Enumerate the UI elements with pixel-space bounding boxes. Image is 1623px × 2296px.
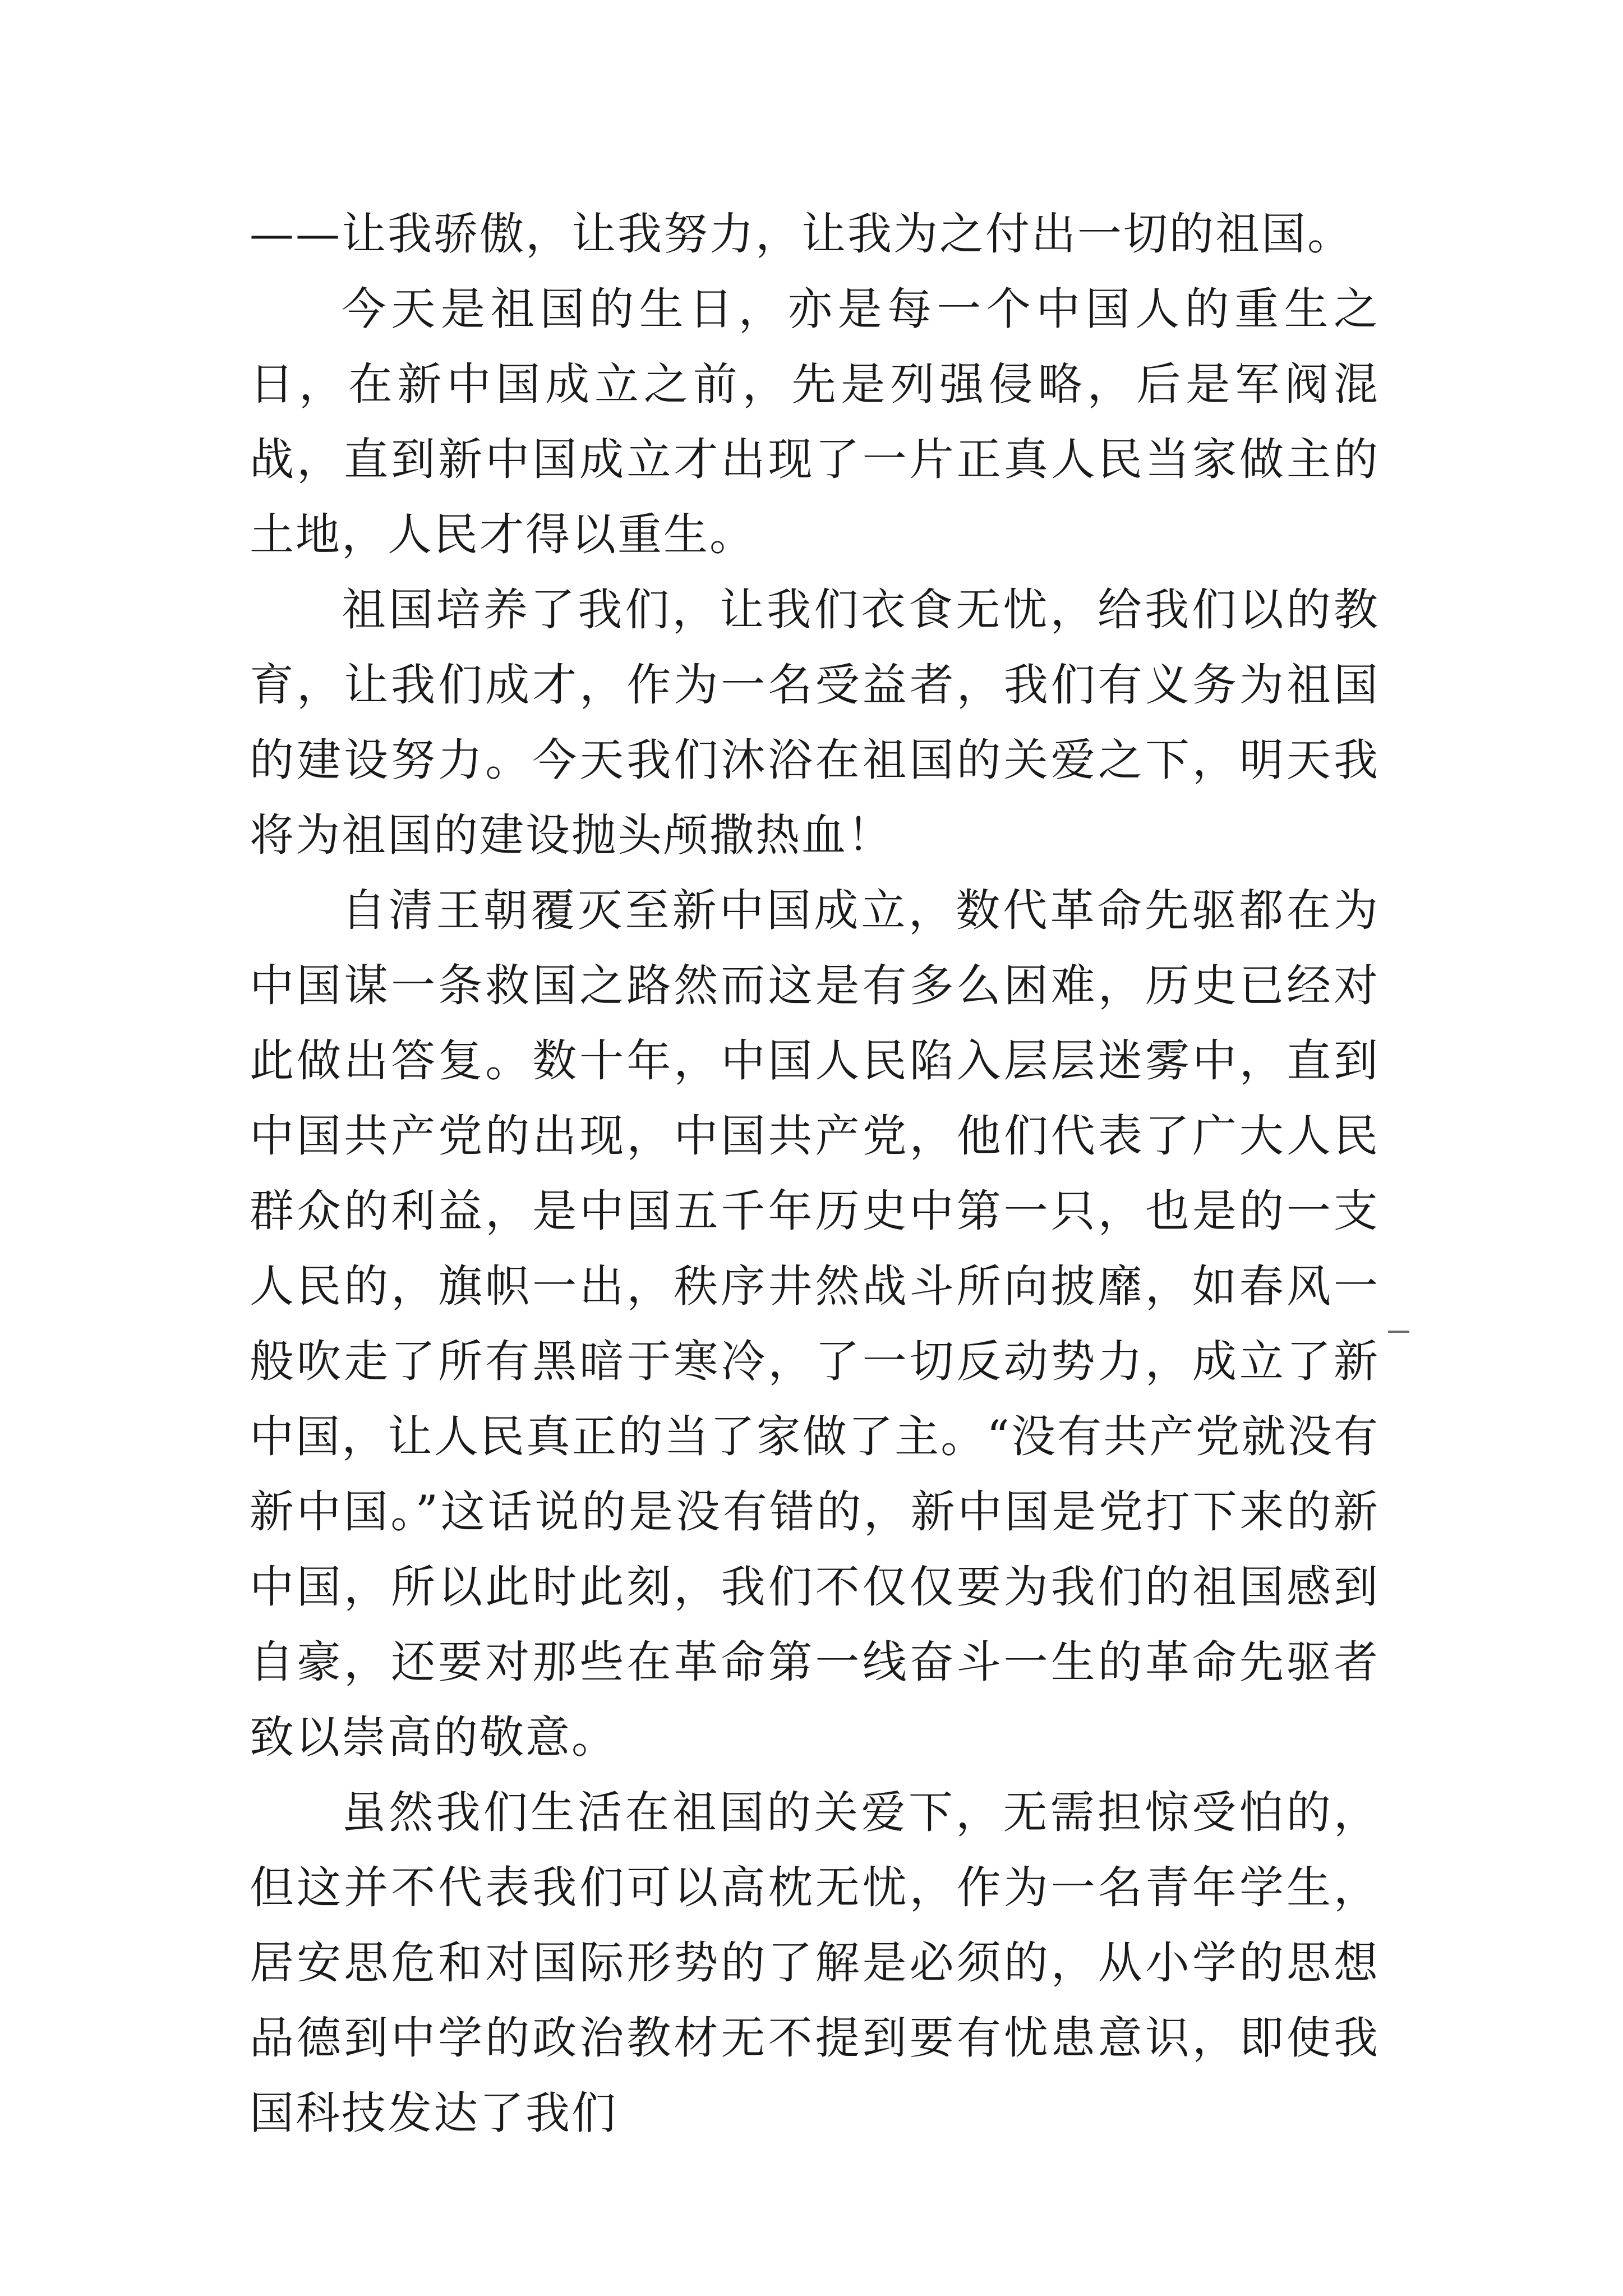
body-text (250, 196, 1380, 2151)
paragraph-vigilance: 虽然我们生活在祖国的关爱下，无需担惊受怕的，但这并不代表我们可以高枕无忧，作为一名青年学生，居安思危和对国际形势的了解是必须的，从小学的思想品德到中学的政治教材无不提到要有忧患意识，即使我国科技发达了我们 (250, 1787, 1380, 2139)
paragraph-motherland-birthday: 今天是祖国的生日，亦是每一个中国人的重生之日，在新中国成立之前，先是列强侵略，后是军阀混战，直到新中国成立才出现了一片正真人民当家做主的土地，人民才得以重生。 (250, 283, 1380, 560)
paragraph-history: 自清王朝覆灭至新中国成立，数代革命先驱都在为中国谋一条救国之路然而这是有多么困难，历史已经对此做出答复。数十年，中国人民陷入层层迷雾中，直到中国共产党的出现，中国共产党，他们代表了广大人民群众的利益，是中国五千年历史中第一只，也是的一支人民的，旗帜一出，秩序井然战斗所向披靡，如春风一般吹走了所有黑暗于寒冷，了一切反动势力，成立了新中国，让人民真正的当了家做了主。“没有共产党就没有新中国。”这话说的是没有错的，新中国是党打下来的新中国，所以此时此刻，我们不仅仅要为我们的祖国感到自豪，还要对那些在革命第一线奋斗一生的革命先驱者致以崇高的敬意。 (250, 885, 1380, 1763)
margin-dash-mark (1388, 1331, 1409, 1333)
paragraph-continuation: ——让我骄傲，让我努力，让我为之付出一切的祖国。 (250, 208, 1353, 260)
paragraph-motherland-nurture: 祖国培养了我们，让我们衣食无忧，给我们以的教育，让我们成才，作为一名受益者，我们有义务为祖国的建设努力。今天我们沐浴在祖国的关爱之下，明天我将为祖国的建设抛头颅撒热血！ (250, 584, 1380, 861)
